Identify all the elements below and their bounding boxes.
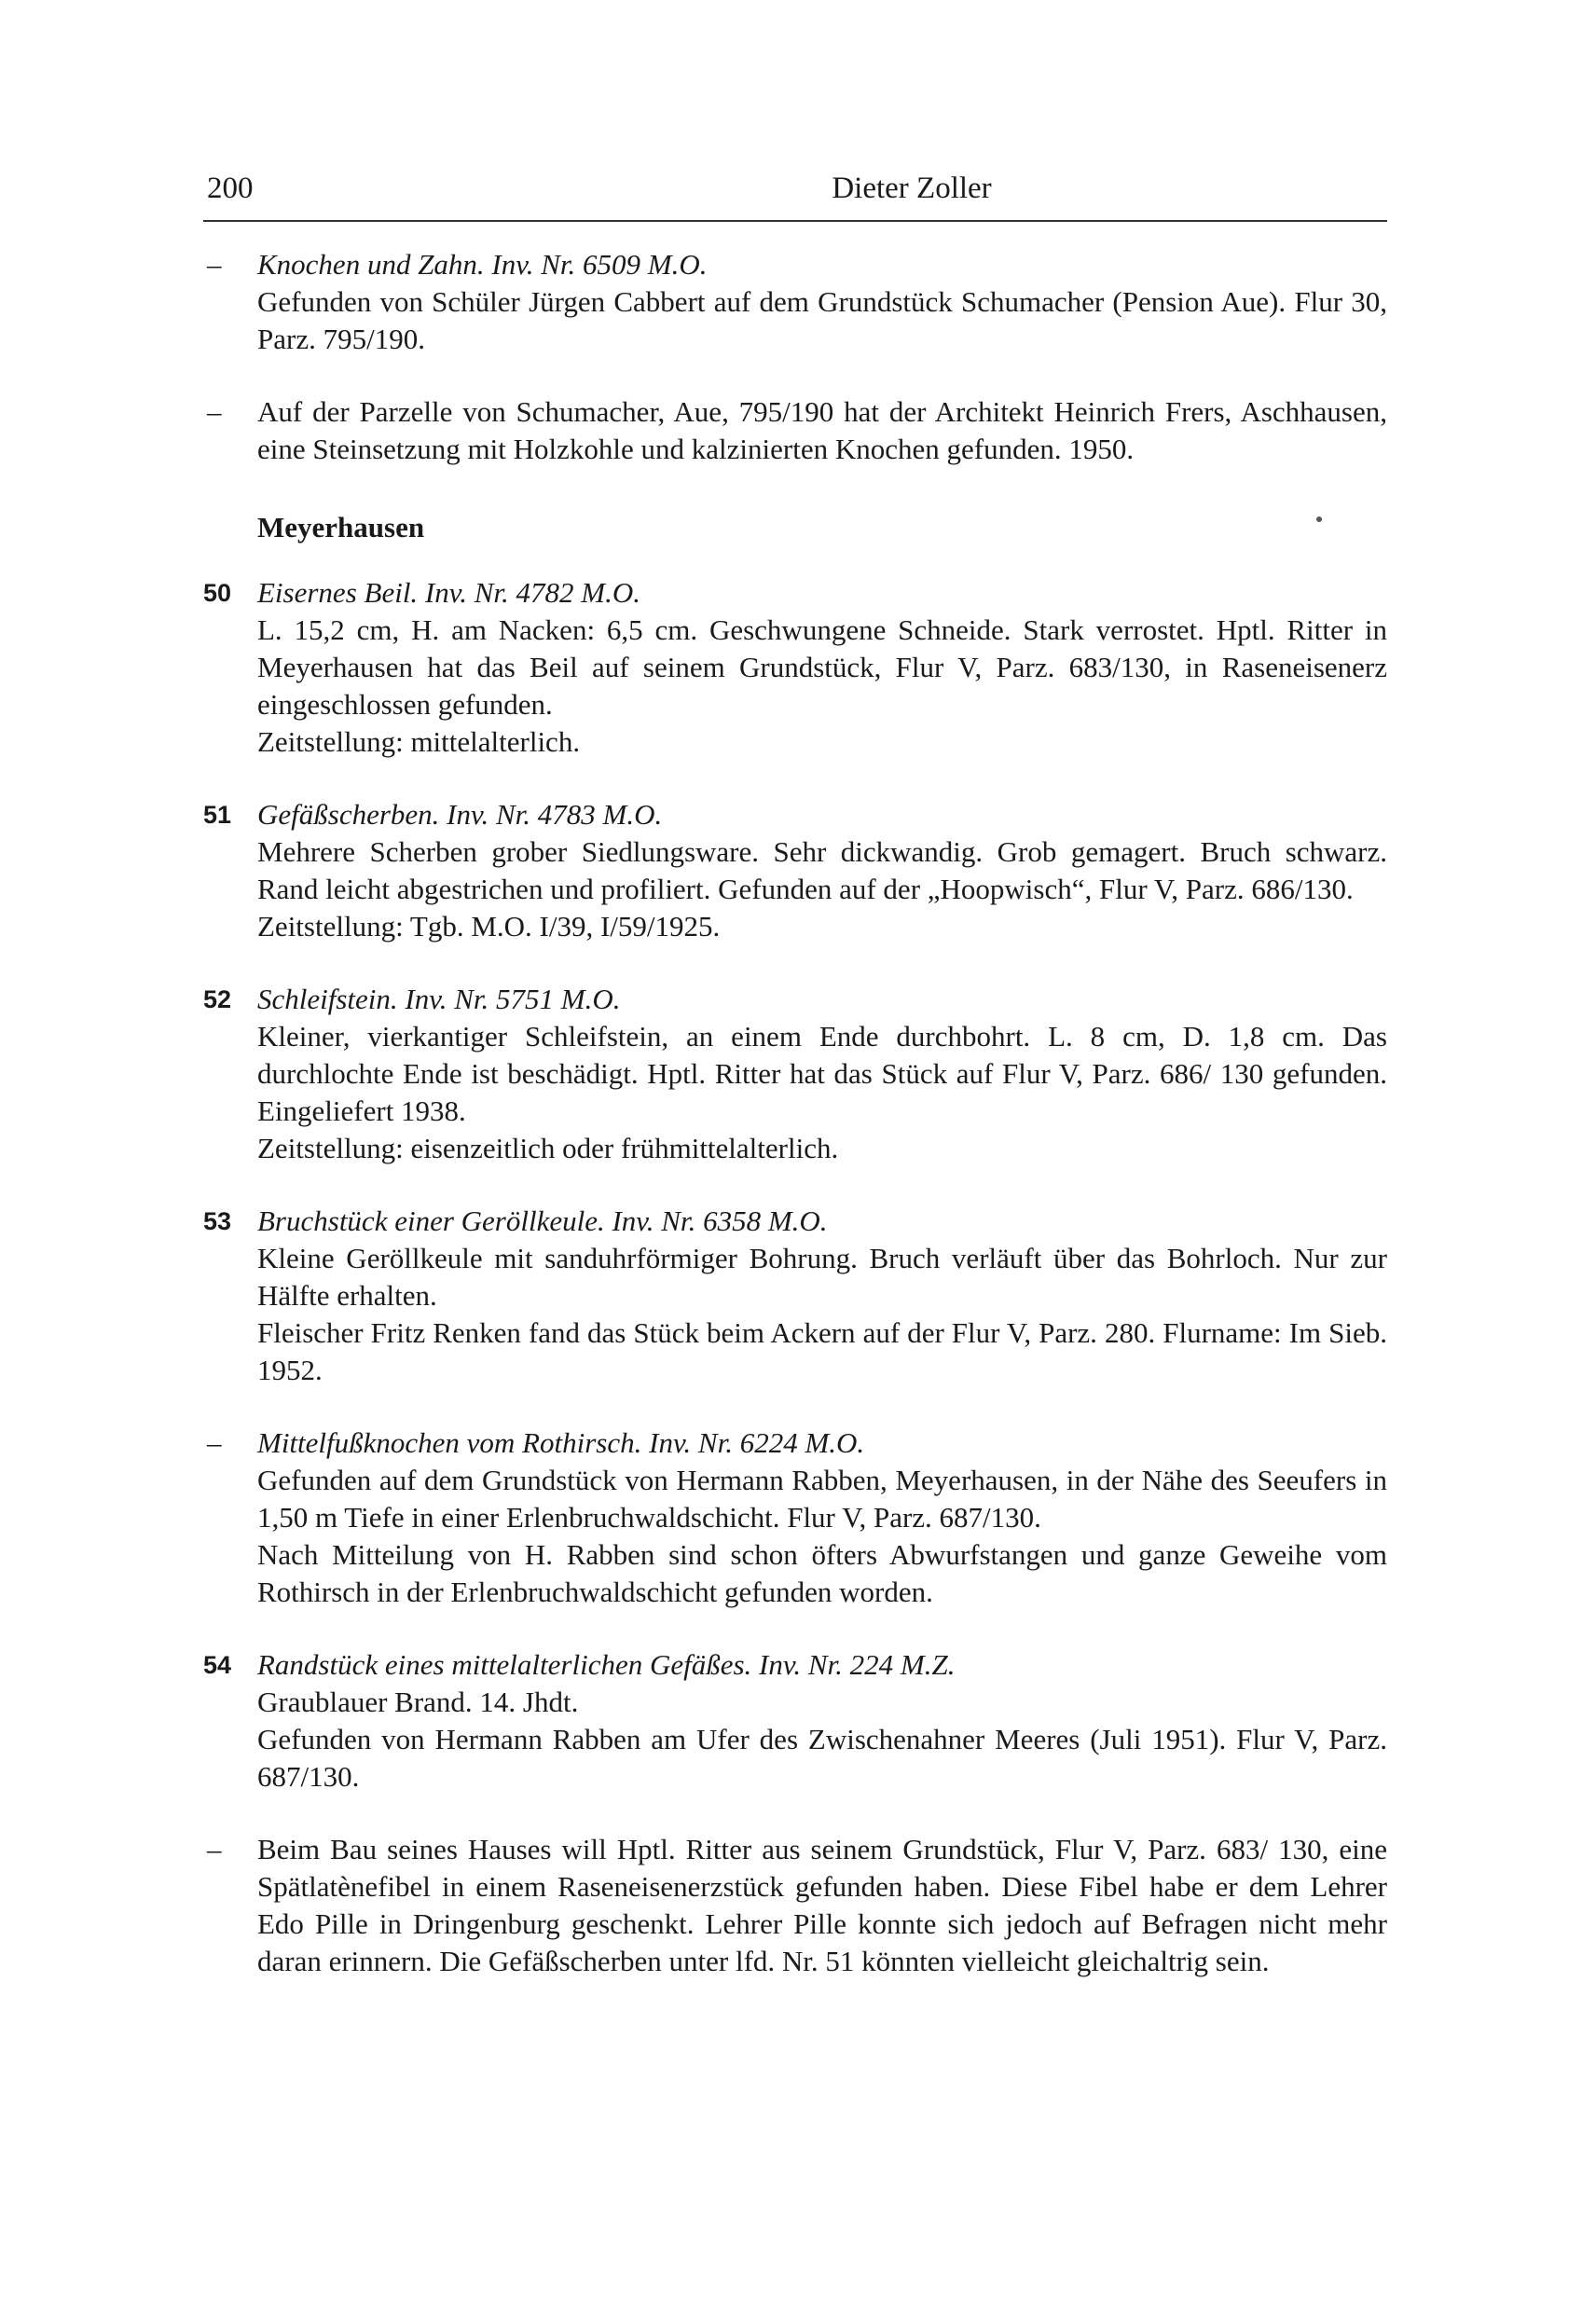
entry-title: Randstück eines mittelalterlichen Gefäßes. Inv. Nr. 224 M.Z. bbox=[257, 1648, 956, 1681]
entry-title: Gefäßscherben. Inv. Nr. 4783 M.O. bbox=[257, 798, 663, 831]
section-heading: Meyerhausen bbox=[257, 511, 425, 544]
entry-text: Nach Mitteilung von H. Rabben sind schon öfters Abwurfstangen und ganze Geweihe vom Rothirsch in der Erlenbruchwaldschicht gefunden worden. bbox=[257, 1538, 1387, 1608]
entry-text: Beim Bau seines Hauses will Hptl. Ritter aus seinem Grundstück, Flur V, Parz. 683/ 130, eine Spätlatènefibel in einem Raseneisenerzstück gefunden haben. Diese Fibel habe er dem Lehrer Edo Pille in Dringenburg geschenkt. Lehrer Pille konnte sich jedoch auf Befragen nicht mehr daran erinnern. Die Gefäßscherben unter lfd. Nr. 51 könnten vielleicht gleichaltrig sein. bbox=[257, 1833, 1387, 1977]
entry-number: 53 bbox=[203, 1207, 232, 1235]
running-title: Dieter Zoller bbox=[832, 172, 992, 205]
page-number: 200 bbox=[207, 172, 254, 205]
print-speck bbox=[1316, 516, 1322, 522]
page-header bbox=[203, 166, 1387, 218]
entry-title: Bruchstück einer Geröllkeule. Inv. Nr. 6358 M.O. bbox=[257, 1204, 828, 1237]
entry-title: Mittelfußknochen vom Rothirsch. Inv. Nr. 6224 M.O. bbox=[257, 1426, 865, 1459]
entry-marker: – bbox=[207, 1426, 222, 1459]
entry-dating: Zeitstellung: Tgb. M.O. I/39, I/59/1925. bbox=[257, 910, 721, 943]
entry-text: Gefunden von Hermann Rabben am Ufer des Zwischenahner Meeres (Juli 1951). Flur V, Parz. 687/130. bbox=[257, 1723, 1387, 1793]
catalog-entry bbox=[203, 246, 1387, 358]
entry-marker: – bbox=[207, 1833, 222, 1865]
entry-title: Schleifstein. Inv. Nr. 5751 M.O. bbox=[257, 983, 621, 1015]
entry-marker: – bbox=[207, 248, 222, 281]
entry-text: Gefunden auf dem Grundstück von Hermann Rabben, Meyerhausen, in der Nähe des Seeufers in 1,50 m Tiefe in einer Erlenbruchwaldschicht. Flur V, Parz. 687/130. bbox=[257, 1464, 1387, 1534]
page-body bbox=[203, 246, 1387, 2016]
entry-number: 50 bbox=[203, 579, 232, 607]
catalog-entry bbox=[203, 1203, 1387, 1389]
catalog-entry bbox=[203, 1831, 1387, 1980]
catalog-entry bbox=[203, 981, 1387, 1167]
entry-title: Knochen und Zahn. Inv. Nr. 6509 M.O. bbox=[257, 248, 708, 281]
entry-text: Mehrere Scherben grober Siedlungsware. Sehr dickwandig. Grob gemagert. Bruch schwarz. Rand leicht abgestrichen und profiliert. Gefunden auf der „Hoopwisch“, Flur V, Parz. 686/130. bbox=[257, 835, 1387, 905]
entry-dating: Zeitstellung: eisenzeitlich oder frühmittelalterlich. bbox=[257, 1132, 839, 1164]
entry-number: 54 bbox=[203, 1651, 232, 1679]
catalog-entry bbox=[203, 574, 1387, 761]
header-rule bbox=[203, 220, 1387, 222]
entry-title: Eisernes Beil. Inv. Nr. 4782 M.O. bbox=[257, 576, 640, 609]
catalog-entry bbox=[203, 1424, 1387, 1611]
entry-marker: – bbox=[207, 395, 222, 428]
entry-text: Auf der Parzelle von Schumacher, Aue, 795/190 hat der Architekt Heinrich Frers, Aschhausen, eine Steinsetzung mit Holzkohle und kalzinierten Knochen gefunden. 1950. bbox=[257, 395, 1387, 465]
catalog-entry bbox=[203, 1646, 1387, 1796]
entry-text: Fleischer Fritz Renken fand das Stück beim Ackern auf der Flur V, Parz. 280. Flurname: Im Sieb. 1952. bbox=[257, 1316, 1387, 1386]
entry-number: 51 bbox=[203, 801, 232, 829]
catalog-entry bbox=[203, 393, 1387, 468]
entry-dating: Zeitstellung: mittelalterlich. bbox=[257, 725, 581, 758]
entry-text: Graublauer Brand. 14. Jhdt. bbox=[257, 1686, 579, 1718]
entry-text: Kleiner, vierkantiger Schleifstein, an einem Ende durchbohrt. L. 8 cm, D. 1,8 cm. Das durchlochte Ende ist beschädigt. Hptl. Ritter hat das Stück auf Flur V, Parz. 686/ 130 gefunden. Eingeliefert 1938. bbox=[257, 1020, 1387, 1127]
entry-number: 52 bbox=[203, 985, 232, 1013]
entry-text: L. 15,2 cm, H. am Nacken: 6,5 cm. Geschwungene Schneide. Stark verrostet. Hptl. Ritter in Meyerhausen hat das Beil auf seinem Grundstück, Flur V, Parz. 683/130, in Raseneisenerz eingeschlossen gefunden. bbox=[257, 613, 1387, 721]
catalog-entry bbox=[203, 796, 1387, 945]
entry-text: Gefunden von Schüler Jürgen Cabbert auf dem Grundstück Schumacher (Pension Aue). Flur 30, Parz. 795/190. bbox=[257, 285, 1387, 355]
entry-text: Kleine Geröllkeule mit sanduhrförmiger Bohrung. Bruch verläuft über das Bohrloch. Nur zur Hälfte erhalten. bbox=[257, 1242, 1387, 1312]
